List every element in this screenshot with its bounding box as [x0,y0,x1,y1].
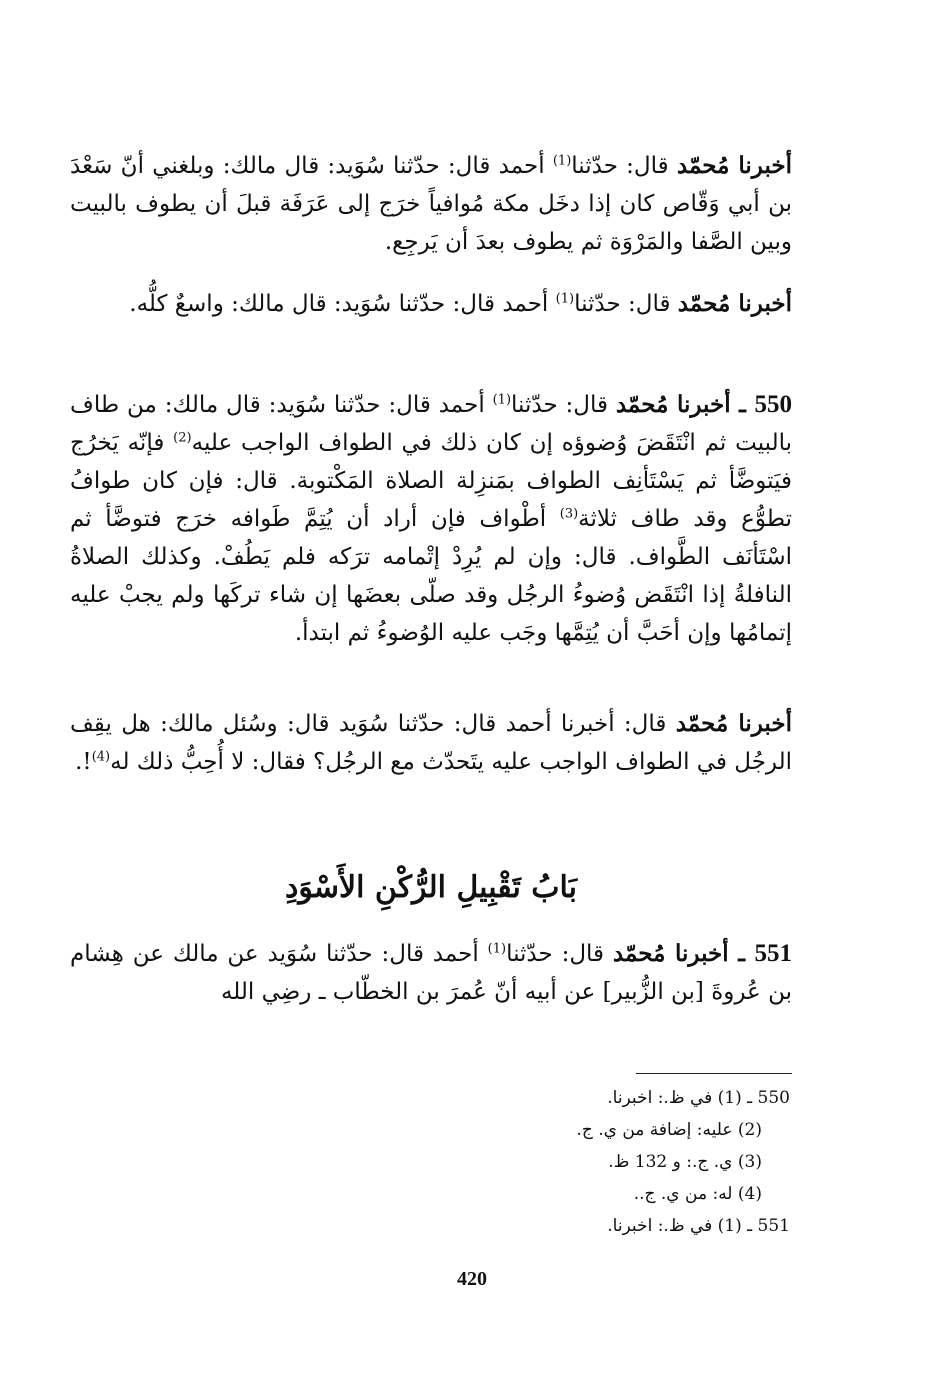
paragraph-2 [70,285,792,323]
paragraph-text: قال: حدّثنا [506,941,613,967]
lead-phrase: أخبرنا مُحمّد [675,710,792,737]
footnote-divider [636,1073,792,1074]
paragraph-4 [70,705,792,781]
footnote-item: 550 ـ (1) في ظ.: اخبرنا. [607,1088,790,1108]
hadith-number: 550 [754,391,792,418]
footnote-ref: (4) [91,749,111,765]
paragraph-text: فإنّه يَخرُج فيَتوضَّأ ثم يَسْتَأنِف الطواف بمَنزِلة الصلاة المَكْتوبة. قال: فإن كان طوافُ تطوُّع وقد طاف ثلاثة [70,430,792,532]
footnotes [430,1082,790,1242]
paragraph-text: قال: حدّثنا [511,392,616,418]
footnote-ref: (3) [559,506,579,522]
footnote-ref: (1) [492,392,512,408]
hadith-number: 551 [754,940,792,967]
footnote-item: (2) عليه: إضافة من ي. ج. [576,1120,762,1140]
page-number: 420 [457,1268,487,1290]
paragraph-551 [70,935,792,1011]
lead-phrase: ـ أخبرنا مُحمّد [615,391,755,418]
paragraph-text: أحمد قال: حدّثنا سُوَيد: قال مالك: وبلغني أنّ سَعْدَ بن أبي وَقّاص كان إذا دخَل مكة مُوافياً خرَج إلى عَرَفَة قبلَ أن يطوف بالبيت وبين الصَّفا والمَرْوَة ثم يطوف بعدَ أن يَرجِع. [70,153,792,255]
footnote-item: 551 ـ (1) في ظ.: اخبرنا. [607,1216,790,1236]
paragraph-text: قال: أخبرنا أحمد قال: حدّثنا سُوَيد قال: وسُئل مالك: هل يقِف الرجُل في الطواف الواجب عليه يتَحدّث مع الرجُل؟ فقال: لا أُحِبُّ ذلك له [70,711,792,775]
footnote-ref: (2) [173,430,192,446]
paragraph-text: أحمد قال: حدّثنا سُوَيد: قال مالك: واسعٌ كلُّه. [129,291,556,317]
chapter-heading: بَابُ تَقْبِيلِ الرُّكْنِ الأَسْوَدِ [284,870,577,905]
footnote-ref: (1) [552,153,572,169]
footnote-ref: (1) [487,941,507,957]
footnote-item: (4) له: من ي. ج.. [633,1184,762,1204]
footnote-item: (3) ي. ج.: و 132 ظ. [608,1152,762,1172]
lead-phrase: ـ أخبرنا مُحمّد [612,940,755,967]
footnote-ref: (1) [555,291,575,307]
paragraph-text: أحمد قال: حدّثنا سُوَيد عن مالك عن هِشام بن عُروةَ [بن الزُّبير] عن أبيه أنّ عُمرَ بن الخطّاب ـ رضِي الله [70,941,792,1005]
lead-phrase: أخبرنا مُحمّد [677,290,792,317]
paragraph-text: قال: حدّثنا [574,291,678,317]
paragraph-1 [70,147,792,261]
lead-phrase: أخبرنا مُحمّد [676,152,792,179]
paragraph-text: أحمد قال: حدّثنا سُوَيد: قال مالك: من طاف بالبيت ثم انْتَقَضَ وُضوؤه إن كان ذلك في الطواف الواجب عليه [70,392,792,456]
paragraph-text: قال: حدّثنا [571,153,677,179]
paragraph-550 [70,386,792,652]
paragraph-text: !. [75,749,92,775]
paragraph-text: أطْواف فإن أراد أن يُتِمَّ طَوافه خرَج فتوضَّأ ثم اسْتَأنَف الطَّواف. قال: وإن لم يُرِدْ إتْمامه ترَكه فلم يَطُفْ. وكذلك الصلاةُ النافلةُ إذا انْتَقَض وُضوءُ الرجُل وقد صلّى بعضَها إن شاء تركَها ولم يجبْ عليه إتمامُها وإن أحَبَّ أن يُتِمَّها وجَب عليه الوُضوءُ ثم ابتدأ. [70,506,792,646]
